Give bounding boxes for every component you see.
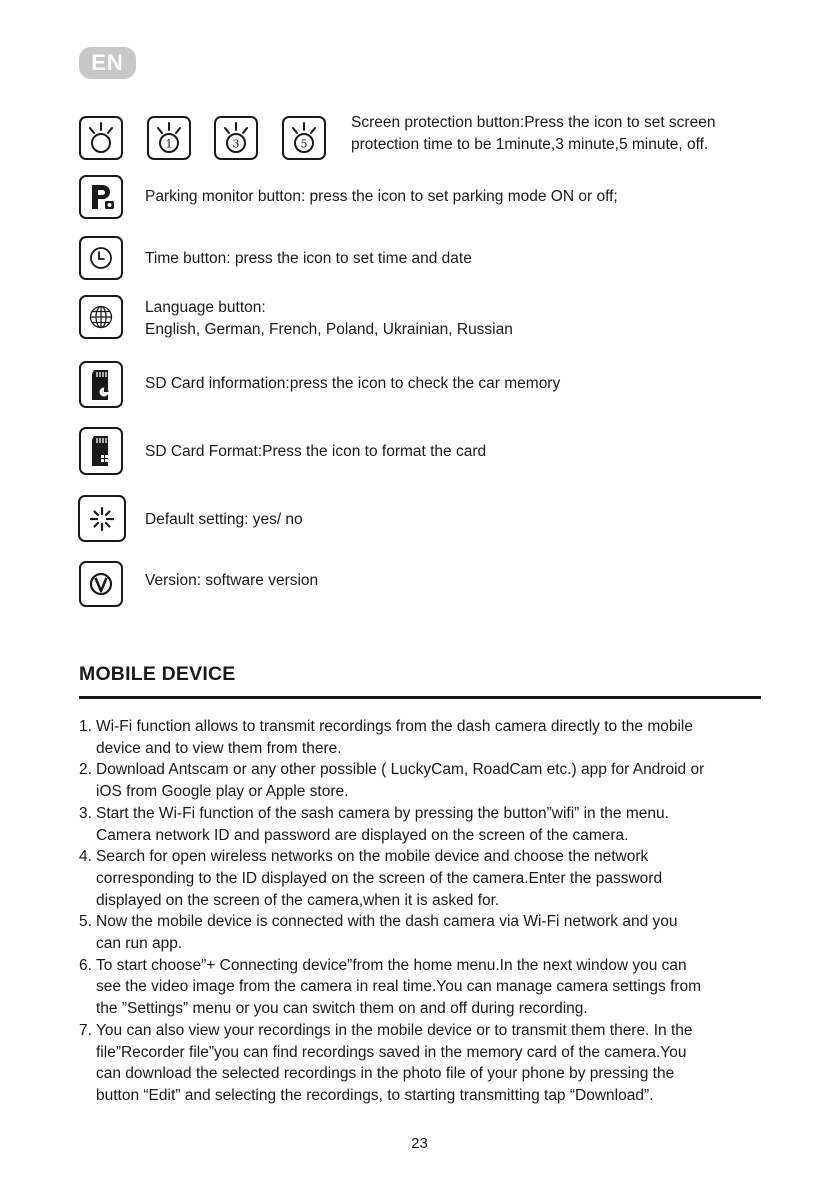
clock-icon: [79, 236, 123, 280]
globe-icon: [79, 295, 123, 339]
step-number: 2.: [79, 761, 92, 779]
list-item: [79, 911, 769, 954]
step-line: To start choose”+ Connecting device”from the home menu.In the next window you can: [96, 956, 687, 974]
screen-protection-description-line: Screen protection button:Press the icon to set screen: [351, 114, 716, 131]
step-line: file”Recorder file”you can find recordings saved in the memory card of the camera.You: [96, 1043, 687, 1061]
screen-protection-5-icon: [282, 116, 326, 160]
screen-protection-number: 5: [300, 137, 308, 151]
list-item: [79, 759, 769, 802]
step-number: 1.: [79, 718, 92, 735]
step-line: Start the Wi-Fi function of the sash camera by pressing the button”wifi” in the menu.: [96, 804, 669, 822]
language-description-line: Language button:: [145, 299, 266, 316]
step-number: 3.: [79, 804, 92, 822]
default-setting-icon: [78, 495, 126, 542]
default-setting-description: Default setting: yes/ no: [145, 511, 303, 528]
step-number: 7.: [79, 1021, 92, 1039]
parking-icon: [79, 175, 123, 219]
sd-card-info-icon: [79, 361, 123, 408]
step-line: device and to view them from there.: [96, 739, 342, 757]
step-line: Download Antscam or any other possible ( LuckyCam, RoadCam etc.) app for Android or: [96, 761, 705, 779]
language-badge: EN: [79, 47, 136, 79]
step-line: can download the selected recordings in the photo file of your phone by pressing the: [96, 1065, 675, 1083]
step-line: You can also view your recordings in the mobile device or to transmit them there. In the: [96, 1021, 693, 1039]
sd-card-info-description: SD Card information:press the icon to check the car memory: [145, 375, 561, 392]
language-description-line: English, German, French, Poland, Ukrainian, Russian: [145, 321, 513, 338]
section-divider: [79, 696, 761, 699]
screen-protection-off-icon: [79, 116, 123, 160]
step-number: 5.: [79, 913, 92, 931]
step-line: Camera network ID and password are displayed on the screen of the camera.: [96, 826, 629, 844]
step-line: Search for open wireless networks on the mobile device and choose the network: [96, 848, 649, 866]
page-number: 23: [411, 1135, 428, 1152]
screen-protection-description-line: protection time to be 1minute,3 minute,5 minute, off.: [351, 136, 709, 153]
step-line: Wi-Fi function allows to transmit recordings from the dash camera directly to the mobile: [96, 718, 693, 735]
version-icon: [79, 561, 123, 607]
step-line: the ”Settings” menu or you can switch them on and off during recording.: [96, 1000, 588, 1018]
version-description: Version: software version: [145, 572, 319, 589]
parking-description: Parking monitor button: press the icon to set parking mode ON or off;: [145, 188, 618, 205]
step-line: can run app.: [96, 935, 183, 953]
step-line: button “Edit” and selecting the recordings, to starting transmitting tap “Download”.: [96, 1086, 654, 1104]
list-item: [79, 955, 769, 1020]
list-item: [79, 803, 769, 846]
screen-protection-number: 1: [165, 137, 173, 151]
step-number: 4.: [79, 848, 92, 866]
screen-protection-3-icon: [214, 116, 258, 160]
time-description: Time button: press the icon to set time and date: [145, 250, 472, 267]
step-line: Now the mobile device is connected with the dash camera via Wi-Fi network and you: [96, 913, 678, 931]
list-item: [79, 846, 769, 911]
step-line: see the video image from the camera in real time.You can manage camera settings from: [96, 978, 702, 996]
screen-protection-number: 3: [232, 137, 240, 151]
step-line: corresponding to the ID displayed on the screen of the camera.Enter the password: [96, 869, 663, 887]
section-heading: MOBILE DEVICE: [79, 663, 236, 685]
step-line: displayed on the screen of the camera,when it is asked for.: [96, 891, 500, 909]
step-line: iOS from Google play or Apple store.: [96, 783, 349, 801]
sd-card-format-description: SD Card Format:Press the icon to format the card: [145, 443, 487, 460]
screen-protection-1-icon: [147, 116, 191, 160]
step-number: 6.: [79, 956, 92, 974]
sd-card-format-icon: [79, 427, 123, 475]
mobile-steps-list: [79, 716, 769, 1107]
list-item: [79, 716, 769, 759]
list-item: [79, 1020, 769, 1107]
